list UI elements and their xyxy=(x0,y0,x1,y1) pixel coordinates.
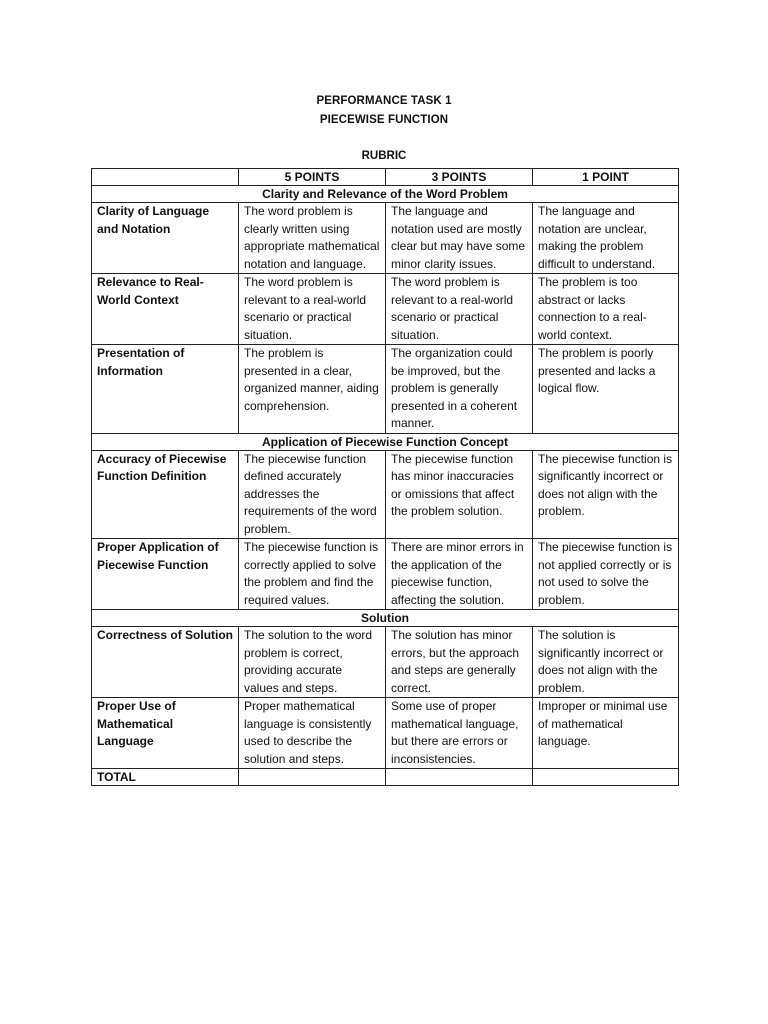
document-title: PERFORMANCE TASK 1 xyxy=(316,95,452,107)
score-5-cell: The word problem is clearly written using appropriate mathematical notation and language. xyxy=(239,203,386,274)
total-score-3-cell xyxy=(386,769,533,786)
header-cell-criterion xyxy=(92,169,239,186)
score-5-cell: The solution to the word problem is correct, providing accurate values and steps. xyxy=(239,627,386,698)
score-5-cell: The piecewise function is correctly applied to solve the problem and find the required values. xyxy=(239,539,386,610)
rubric-header-row xyxy=(92,169,679,186)
section-row-solution xyxy=(92,610,679,627)
table-row xyxy=(92,627,679,698)
total-score-5-cell xyxy=(239,769,386,786)
rubric-label: RUBRIC xyxy=(361,150,407,162)
score-1-cell: The problem is too abstract or lacks connection to a real-world context. xyxy=(533,274,679,345)
score-5-cell: Proper mathematical language is consistently used to describe the solution and steps. xyxy=(239,698,386,769)
table-row xyxy=(92,203,679,274)
rubric-table xyxy=(91,168,679,786)
table-row xyxy=(92,345,679,434)
score-1-cell: Improper or minimal use of mathematical language. xyxy=(533,698,679,769)
criterion-cell: Proper Use of Mathematical Language xyxy=(92,698,239,769)
total-score-1-cell xyxy=(533,769,679,786)
score-5-cell: The problem is presented in a clear, organized manner, aiding comprehension. xyxy=(239,345,386,434)
header-cell-1-point: 1 POINT xyxy=(533,169,679,186)
table-row xyxy=(92,274,679,345)
table-row xyxy=(92,539,679,610)
header-cell-5-points: 5 POINTS xyxy=(239,169,386,186)
criterion-cell: Proper Application of Piecewise Function xyxy=(92,539,239,610)
score-3-cell: There are minor errors in the application of the piecewise function, affecting the solution. xyxy=(386,539,533,610)
score-1-cell: The piecewise function is not applied correctly or is not used to solve the problem. xyxy=(533,539,679,610)
criterion-cell: Presentation of Information xyxy=(92,345,239,434)
score-3-cell: The solution has minor errors, but the approach and steps are generally correct. xyxy=(386,627,533,698)
criterion-cell: Clarity of Language and Notation xyxy=(92,203,239,274)
section-title: Solution xyxy=(92,610,679,627)
score-5-cell: The word problem is relevant to a real-world scenario or practical situation. xyxy=(239,274,386,345)
score-3-cell: The word problem is relevant to a real-world scenario or practical situation. xyxy=(386,274,533,345)
score-3-cell: Some use of proper mathematical language, but there are errors or inconsistencies. xyxy=(386,698,533,769)
score-3-cell: The language and notation used are mostly clear but may have some minor clarity issues. xyxy=(386,203,533,274)
table-row xyxy=(92,450,679,539)
score-1-cell: The language and notation are unclear, making the problem difficult to understand. xyxy=(533,203,679,274)
section-title: Clarity and Relevance of the Word Problem xyxy=(92,186,679,203)
score-5-cell: The piecewise function defined accurately addresses the requirements of the word problem. xyxy=(239,450,386,539)
score-1-cell: The problem is poorly presented and lacks a logical flow. xyxy=(533,345,679,434)
criterion-cell: Accuracy of Piecewise Function Definition xyxy=(92,450,239,539)
criterion-cell: Correctness of Solution xyxy=(92,627,239,698)
document-subtitle: PIECEWISE FUNCTION xyxy=(319,114,449,126)
header-cell-3-points: 3 POINTS xyxy=(386,169,533,186)
score-3-cell: The organization could be improved, but the problem is generally presented in a coherent manner. xyxy=(386,345,533,434)
table-row xyxy=(92,698,679,769)
score-3-cell: The piecewise function has minor inaccuracies or omissions that affect the problem solution. xyxy=(386,450,533,539)
section-row-clarity-relevance xyxy=(92,186,679,203)
total-row xyxy=(92,769,679,786)
section-title: Application of Piecewise Function Concept xyxy=(92,433,679,450)
criterion-cell: Relevance to Real-World Context xyxy=(92,274,239,345)
total-label: TOTAL xyxy=(92,769,239,786)
score-1-cell: The piecewise function is significantly incorrect or does not align with the problem. xyxy=(533,450,679,539)
score-1-cell: The solution is significantly incorrect or does not align with the problem. xyxy=(533,627,679,698)
section-row-application xyxy=(92,433,679,450)
